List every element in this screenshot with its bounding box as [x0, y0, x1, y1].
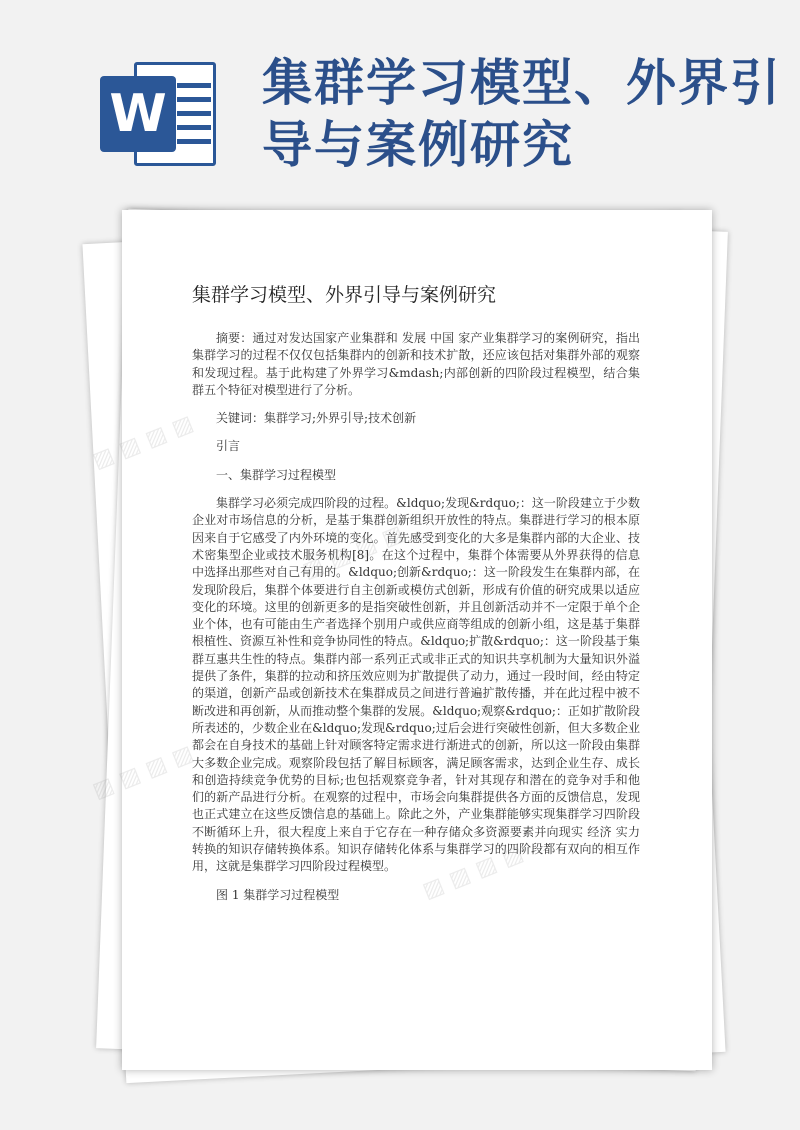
page-title: 集群学习模型、外界引导与案例研究 [262, 54, 782, 174]
document-body [192, 330, 640, 915]
section-heading-intro: 引言 [216, 439, 241, 454]
word-badge: W [100, 76, 176, 152]
document-title: 集群学习模型、外界引导与案例研究 [192, 284, 497, 306]
watermark: ▨ [89, 772, 118, 804]
word-file-icon [100, 62, 218, 166]
keywords-line: 关键词：集群学习;外界引导;技术创新 [216, 411, 417, 426]
figure-caption: 图 1 集群学习过程模型 [216, 887, 340, 902]
abstract-paragraph: 摘要：通过对发达国家产业集群和 发展 中国 家产业集群学习的案例研究，指出集群学习的过程不仅仅包括集群内的创新和技术扩散，还应该包括对集群外部的观察和发现过程。基于此构建了外界学习&mdash;内部创新的四阶段过程模型，结合集群五个特征对模型进行了分析。 [192, 331, 640, 397]
section-heading-1: 一、集群学习过程模型 [216, 467, 337, 482]
document-page [122, 210, 712, 1070]
body-paragraph: 集群学习必须完成四阶段的过程。&ldquo;发现&rdquo;：这一阶段建立于少数企业对市场信息的分析，是基于集群创新组织开放性的特点。集群进行学习的根本原因来自于它感受了内外环境的变化。首先感受到变化的大多是集群内部的大企业、技术密集型企业或技术服务机构[8]。在这个过程中，集群个体需要从外界获得的信息中选择出那些对自己有用的。&ldquo;创新&rdquo;：这一阶段发生在集群内部，在发现阶段后，集群个体要进行自主创新或模仿式创新，形成有价值的研究成果以适应变化的环境。这里的创新更多的是指突破性创新，并且创新活动并不一定限于单个企业个体，也有可能由生产者选择个别用户或供应商等组成的创新小组，这是基于集群根植性、资源互补性和竞争协同性的特点。&ldquo;扩散&rdquo;：这一阶段基于集群互惠共生性的特点。集群内部一系列正式或非正式的知识共享机制为大量知识外溢提供了条件，集群的拉动和挤压效应则为扩散提供了动力，通过一段时间，经由特定的渠道，创新产品或创新技术在集群成员之间进行普遍扩散传播，并在此过程中被不断改进和再创新，从而推动整个集群的发展。&ldquo;观察&rdquo;：正如扩散阶段所表述的，少数企业在&ldquo;发现&rdquo;过后会进行突破性创新，但大多数企业都会在自身技术的基础上针对顾客特定需求进行渐进式的创新，所以这一阶段由集群大多数企业完成。观察阶段包括了解目标顾客，满足顾客需求，达到企业生存、成长和创造持续竞争优势的目标;也包括观察竞争者，针对其现存和潜在的竞争对手和他们的新产品进行分析。在观察的过程中，市场会向集群提供各方面的反馈信息，发现也正式建立在这些反馈信息的基础上。除此之外，产业集群能够实现集群学习四阶段不断循环上升，很大程度上来自于它存在一种存储众多资源要素并向现实 经济 实力转换的知识存储转换体系。知识存储转化体系与集群学习的四阶段都有双向的相互作用，这就是集群学习四阶段过程模型。 [192, 496, 640, 874]
